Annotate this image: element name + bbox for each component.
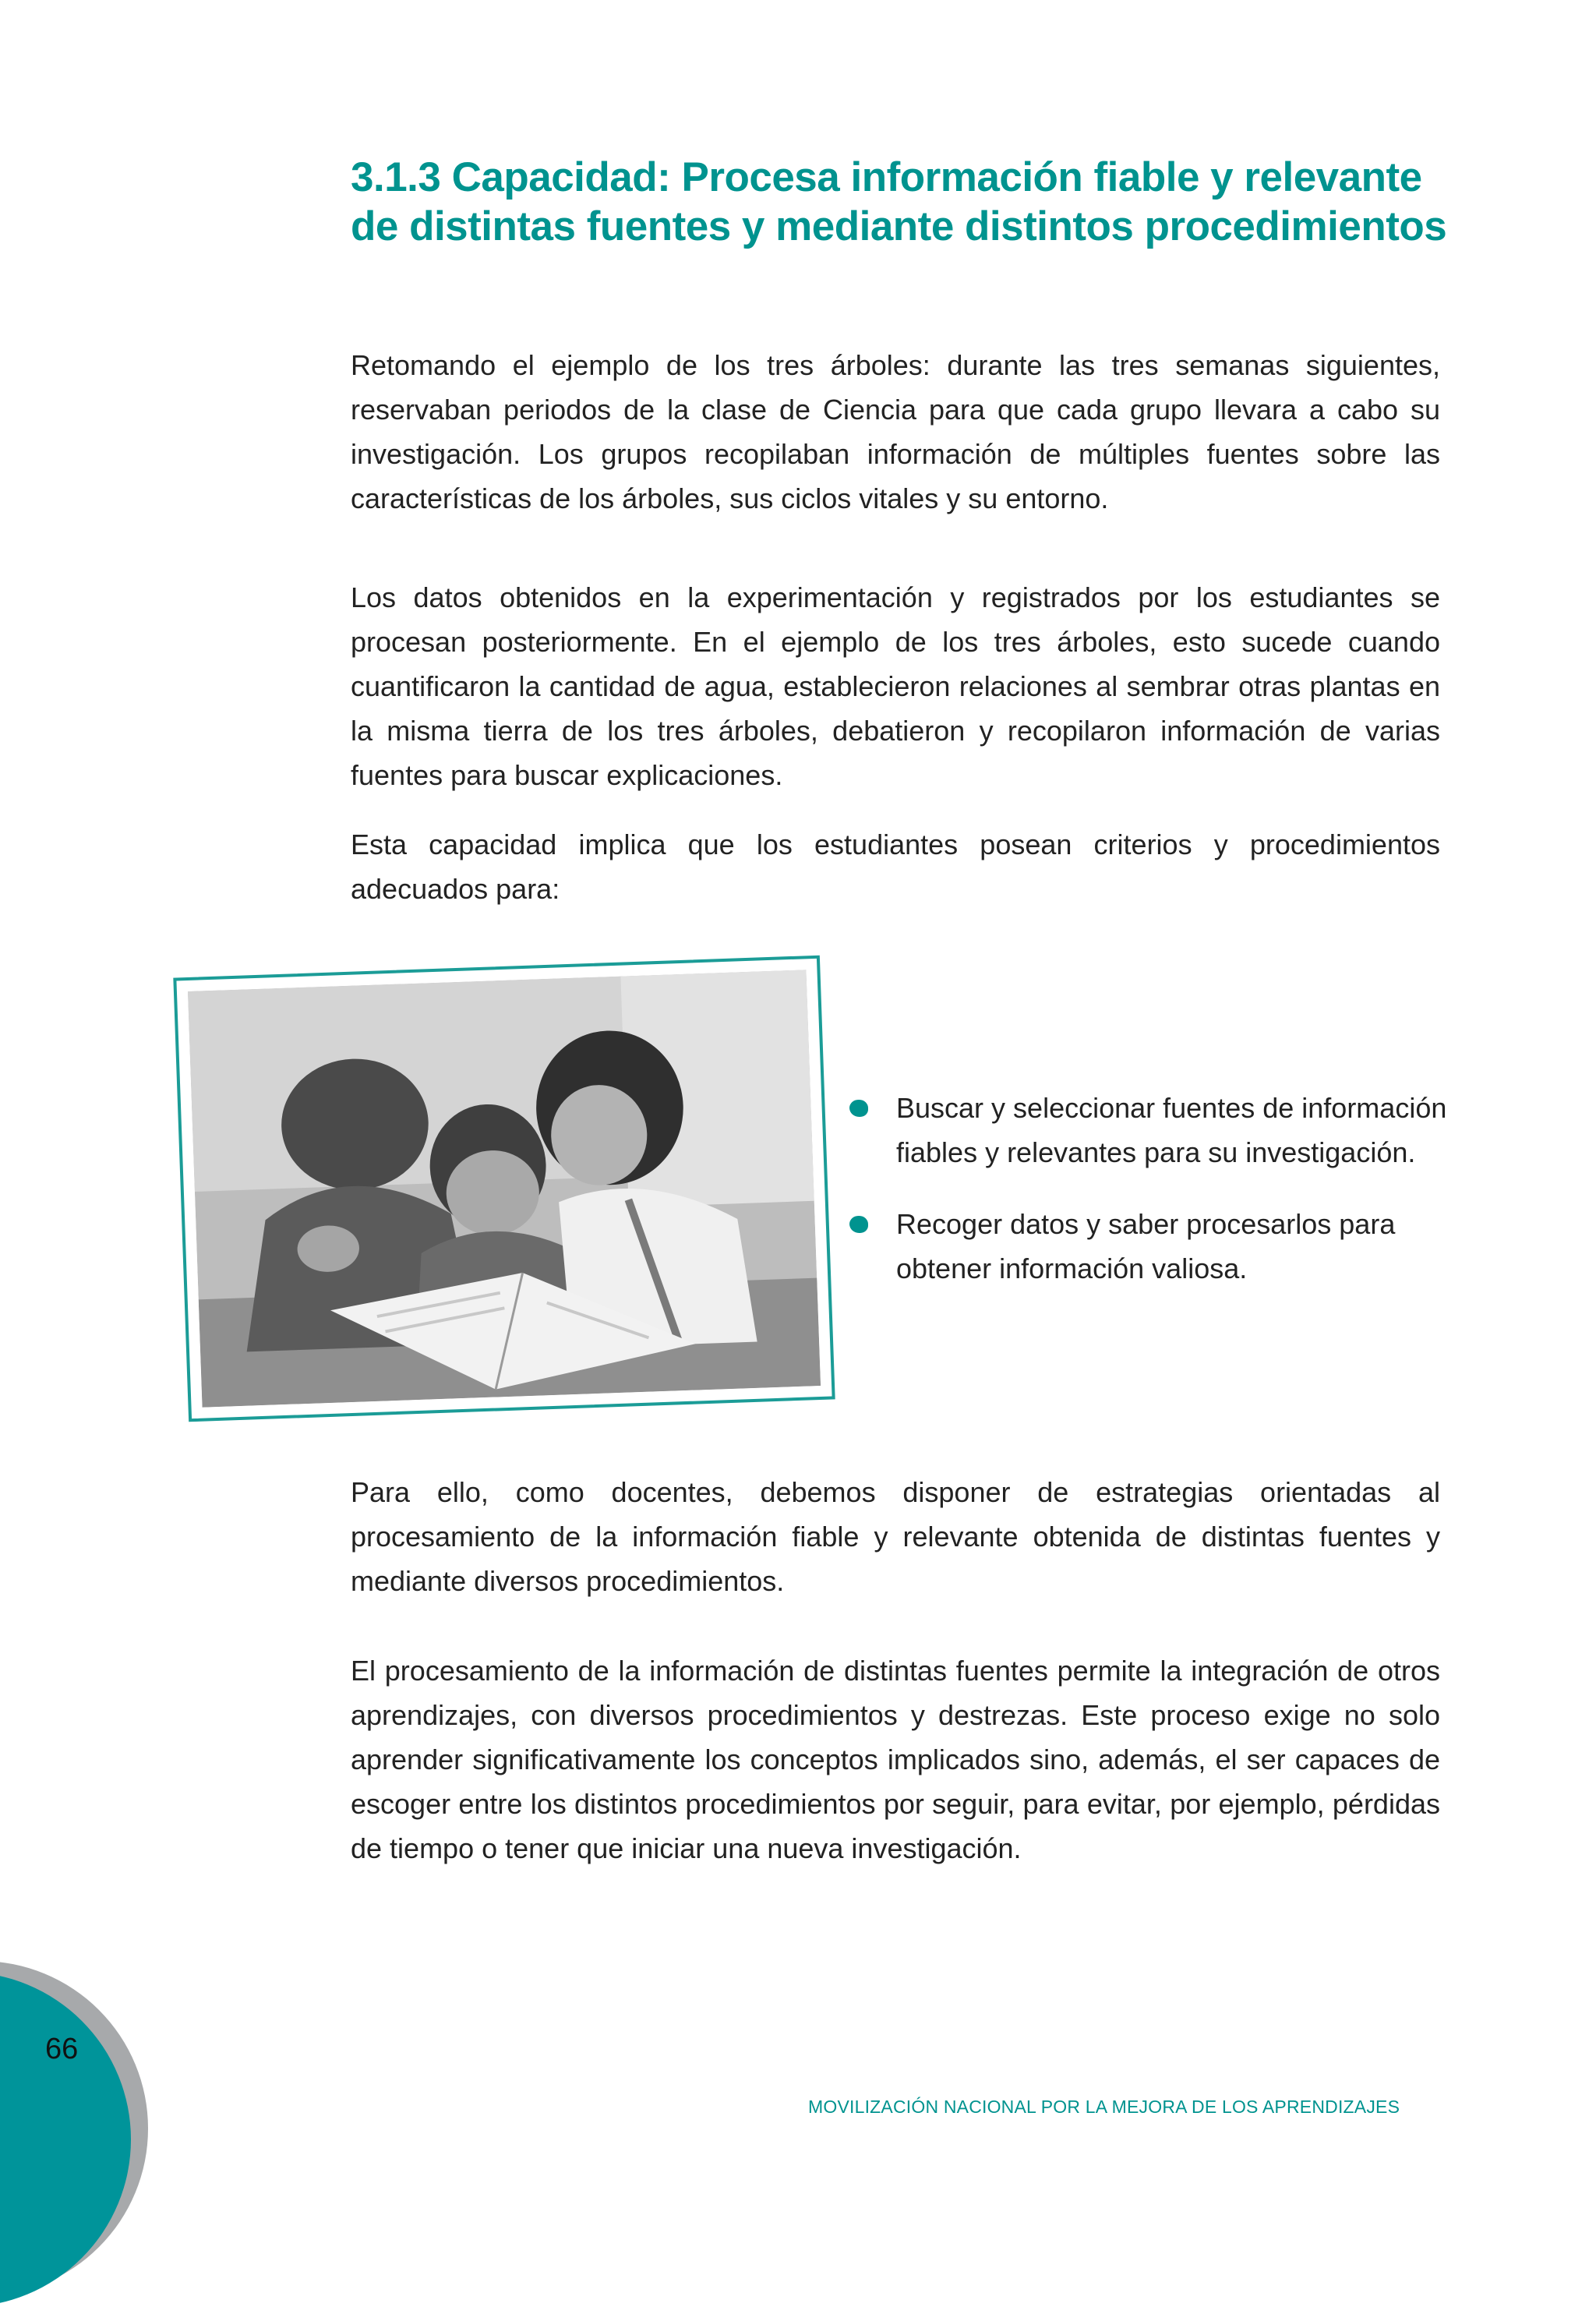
bullet-text: Recoger datos y saber procesarlos para obtener información valiosa.	[896, 1208, 1396, 1284]
capacity-bullet-list	[849, 1086, 1457, 1318]
bullet-dot-icon	[849, 1216, 868, 1233]
bullet-dot-icon	[849, 1100, 868, 1117]
section-heading: 3.1.3 Capacidad: Procesa información fiable y relevante de distintas fuentes y mediante distintos procedimientos	[351, 154, 1447, 249]
list-item	[849, 1086, 1457, 1175]
paragraph-teachers: Para ello, como docentes, debemos disponer de estrategias orientadas al procesamiento de la información fiable y relevante obtenida de distintas fuentes y mediante diversos procedimientos.	[351, 1476, 1440, 1597]
corner-decoration	[0, 1972, 131, 2307]
paragraph-capacity: Esta capacidad implica que los estudiantes posean criterios y procedimientos adecuados para:	[351, 828, 1440, 905]
paragraph-intro: Retomando el ejemplo de los tres árboles: durante las tres semanas siguientes, reservaban periodos de la clase de Ciencia para que cada grupo llevara a cabo su investigación. Los grupos recopilaban información de múltiples fuentes sobre las características de los árboles, sus ciclos vitales y su entorno.	[351, 349, 1440, 514]
list-item	[849, 1202, 1457, 1291]
paragraph-data-processing: Los datos obtenidos en la experimentación y registrados por los estudiantes se procesan posteriormente. En el ejemplo de los tres árboles, esto sucede cuando cuantificaron la cantidad de agua, establecieron relaciones al sembrar otras plantas en la misma tierra de los tres árboles, debatieron y recopilaron información de varias fuentes para buscar explicaciones.	[351, 581, 1440, 791]
paragraph-integration: El procesamiento de la información de distintas fuentes permite la integración de otros aprendizajes, con diversos procedimientos y destrezas. Este proceso exige no solo aprender significativamente los conceptos implicados sino, además, el ser capaces de escoger entre los distintos procedimientos por seguir, para evitar, por ejemplo, pérdidas de tiempo o tener que iniciar una nueva investigación.	[351, 1655, 1440, 1864]
photo-illustration	[188, 970, 821, 1407]
page-number: 66	[45, 2033, 79, 2065]
footer-title: MOVILIZACIÓN NACIONAL POR LA MEJORA DE LOS APRENDIZAJES	[808, 2097, 1400, 2117]
children-reading-photo	[173, 956, 835, 1422]
bullet-text: Buscar y seleccionar fuentes de información fiables y relevantes para su investigación.	[896, 1092, 1447, 1168]
